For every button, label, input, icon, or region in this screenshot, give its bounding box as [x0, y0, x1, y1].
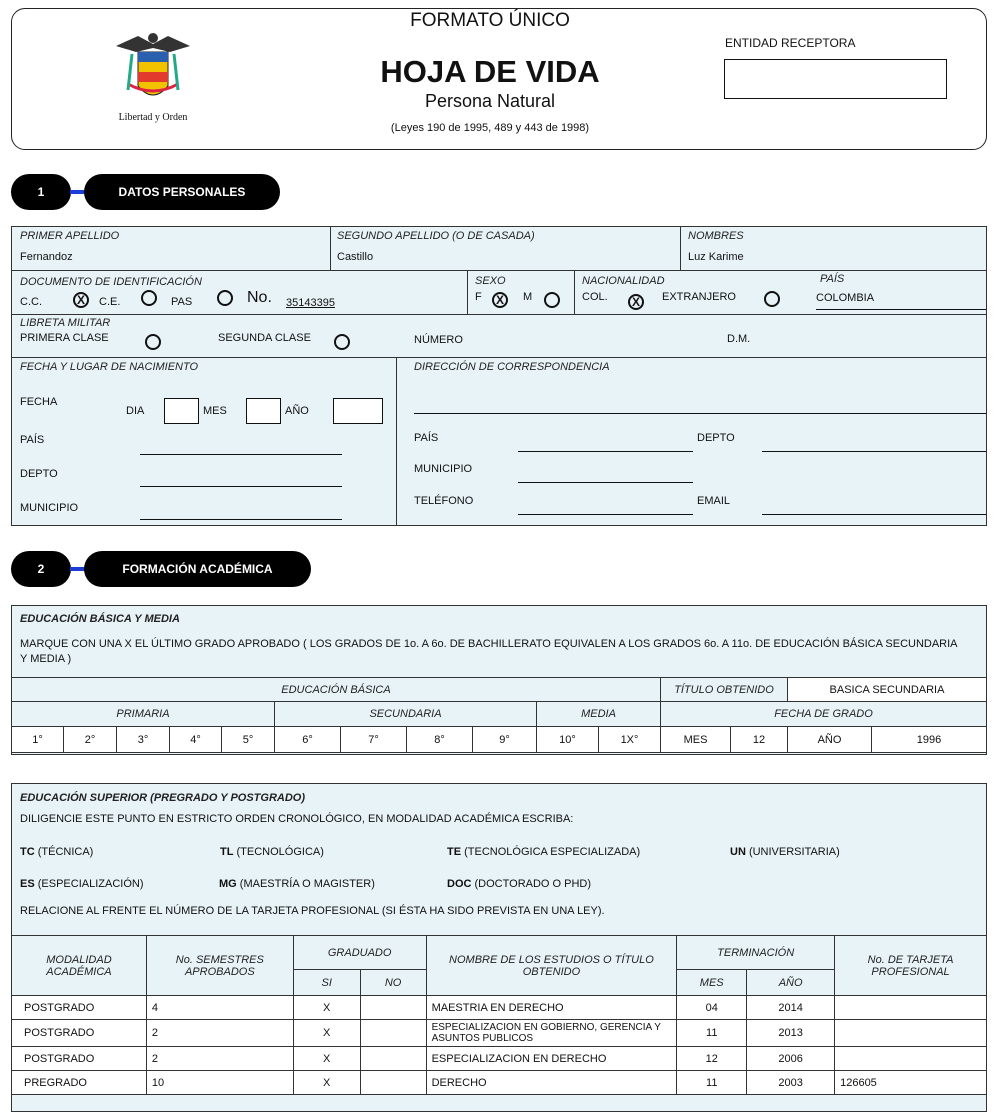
pas-radio[interactable] [217, 290, 233, 306]
direccion-label: DIRECCIÓN DE CORRESPONDENCIA [414, 361, 610, 373]
cell-nombre[interactable]: DERECHO [426, 1071, 677, 1095]
divider [574, 270, 575, 314]
divider [11, 314, 987, 315]
code-tc-desc: (TÉCNICA) [37, 846, 94, 858]
code-tl [220, 846, 324, 858]
grado-anio-label: AÑO [788, 727, 872, 753]
dm-label: D.M. [727, 333, 751, 345]
col-no: NO [360, 970, 426, 996]
receiving-entity-label: ENTIDAD RECEPTORA [725, 36, 856, 50]
cell-semestres[interactable]: 4 [146, 996, 293, 1020]
dir-depto-field[interactable] [762, 451, 986, 452]
table-row [12, 1020, 987, 1047]
pais-label: PAÍS [820, 273, 845, 285]
section-1-number-badge [11, 174, 71, 210]
motto-text: Libertad y Orden [118, 112, 188, 123]
grade-cell[interactable]: 7° [341, 727, 407, 753]
nac-pais-field[interactable] [140, 454, 342, 455]
grado-mes-label: MES [661, 727, 731, 753]
superior-instructions: DILIGENCIE ESTE PUNTO EN ESTRICTO ORDEN CRONOLÓGICO, EN MODALIDAD ACADÉMICA ESCRIBA: [20, 813, 574, 825]
grade-cell-marked[interactable]: 1X° [599, 727, 661, 753]
col-radio[interactable] [628, 294, 644, 310]
cell-no[interactable] [360, 996, 426, 1020]
no-label: No. [247, 289, 272, 306]
ce-label: C.E. [99, 296, 121, 308]
extranjero-label: EXTRANJERO [662, 291, 736, 303]
code-te-key: TE [447, 846, 462, 858]
cell-si[interactable]: X [293, 1071, 360, 1095]
cell-tarjeta[interactable] [835, 1020, 987, 1047]
cell-mes[interactable]: 12 [677, 1047, 747, 1071]
section-1-number: 1 [37, 185, 45, 199]
code-doc-desc: (DOCTORADO O PHD) [474, 878, 592, 890]
coat-of-arms-logo [108, 24, 198, 124]
code-un [730, 846, 840, 858]
sexo-m-radio[interactable] [544, 292, 560, 308]
segunda-clase-radio[interactable] [334, 334, 350, 350]
cell-no[interactable] [360, 1071, 426, 1095]
section-2-title: FORMACIÓN ACADÉMICA [122, 562, 273, 576]
section-2-number-badge [11, 551, 71, 587]
nac-depto-field[interactable] [140, 486, 342, 487]
divider [11, 270, 987, 271]
grades-row [12, 727, 987, 753]
dir-telefono-field[interactable] [518, 514, 693, 515]
segundo-apellido-value[interactable]: Castillo [337, 251, 374, 263]
grade-cell[interactable]: 10° [537, 727, 599, 753]
tarjeta-instructions: RELACIONE AL FRENTE EL NÚMERO DE LA TARJETA PROFESIONAL (SI ÉSTA HA SIDO PREVISTA EN UNA LEY). [20, 905, 605, 917]
segunda-clase-label: SEGUNDA CLASE [218, 332, 311, 344]
cc-radio[interactable] [73, 292, 89, 308]
section-2-number: 2 [37, 562, 45, 576]
dir-pais-field[interactable] [518, 451, 693, 452]
col-mark: X [631, 295, 640, 309]
code-un-key: UN [730, 846, 746, 858]
titulo-obtenido-label: TÍTULO OBTENIDO [661, 678, 788, 702]
grade-cell[interactable]: 9° [473, 727, 537, 753]
basica-instructions: MARQUE CON UNA X EL ÚLTIMO GRADO APROBADO ( LOS GRADOS DE 1o. A 6o. DE BACHILLERATO EQUIVALEN A LOS GRADOS 6o. A 11o. DE EDUCACIÓN BÁSICA SECUNDARIA Y MEDIA ) [20, 638, 957, 665]
nombres-label: NOMBRES [688, 230, 744, 242]
primer-apellido-value[interactable]: Fernandoz [20, 251, 73, 263]
nac-municipio-label: MUNICIPIO [20, 502, 79, 514]
code-te-desc: (TECNOLÓGICA ESPECIALIZADA) [464, 846, 641, 858]
basica-title: EDUCACIÓN BÁSICA Y MEDIA [20, 613, 180, 625]
format-title: FORMATO ÚNICO [410, 10, 570, 31]
nac-pais-label: PAÍS [20, 434, 45, 446]
laws-text: (Leyes 190 de 1995, 489 y 443 de 1998) [390, 122, 590, 134]
divider [396, 357, 397, 526]
media-header: MEDIA [537, 702, 661, 727]
divider [330, 226, 331, 270]
section-2-title-badge [84, 551, 311, 587]
code-mg-desc: (MAESTRÍA O MAGISTER) [239, 878, 375, 890]
col-anio: AÑO [747, 970, 835, 996]
titulo-obtenido-value[interactable]: BASICA SECUNDARIA [788, 678, 987, 702]
col-si: SI [293, 970, 360, 996]
grade-cell[interactable]: 5° [222, 727, 275, 753]
dia-label: DIA [126, 405, 145, 417]
dir-pais-label: PAÍS [414, 432, 439, 444]
table-row [12, 1047, 987, 1071]
sexo-f-radio[interactable] [492, 292, 508, 308]
basic-education-table [11, 677, 987, 753]
cell-si[interactable]: X [293, 1047, 360, 1071]
libreta-label: LIBRETA MILITAR [20, 317, 111, 329]
dir-telefono-label: TELÉFONO [414, 495, 474, 507]
col-nombre: NOMBRE DE LOS ESTUDIOS O TÍTULO OBTENIDO [426, 936, 677, 996]
cell-mes[interactable]: 04 [677, 996, 747, 1020]
superior-title: EDUCACIÓN SUPERIOR (PREGRADO Y POSTGRADO) [20, 792, 306, 804]
sexo-f-mark: X [495, 293, 504, 307]
code-es-key: ES [20, 878, 35, 890]
col-terminacion: TERMINACIÓN [677, 936, 835, 970]
mes-label: MES [203, 405, 227, 417]
grade-cell[interactable]: 3° [117, 727, 170, 753]
dir-email-label: EMAIL [697, 495, 731, 507]
fecha-label: FECHA [20, 396, 58, 408]
anio-field[interactable] [333, 398, 383, 424]
cell-anio[interactable]: 2003 [747, 1071, 835, 1095]
ce-radio[interactable] [141, 290, 157, 306]
cell-semestres[interactable]: 2 [146, 1047, 293, 1071]
cc-label: C.C. [20, 296, 42, 308]
cc-mark: X [76, 293, 85, 307]
nac-depto-label: DEPTO [20, 468, 58, 480]
col-semestres: No. SEMESTRES APROBADOS [146, 936, 293, 996]
table-row [12, 1071, 987, 1095]
educacion-basica-header: EDUCACIÓN BÁSICA [12, 678, 661, 702]
primer-apellido-label: PRIMER APELLIDO [20, 230, 120, 242]
divider [11, 357, 987, 358]
pais-underline [816, 309, 986, 310]
segundo-apellido-label: SEGUNDO APELLIDO (O DE CASADA) [337, 230, 535, 242]
col-modalidad: MODALIDAD ACADÉMICA [12, 936, 147, 996]
grade-cell[interactable]: 4° [170, 727, 222, 753]
code-mg-key: MG [219, 878, 237, 890]
grade-cell[interactable]: 6° [275, 727, 341, 753]
code-tc [20, 846, 93, 858]
personal-data-panel [11, 226, 987, 526]
dia-field[interactable] [164, 398, 199, 424]
cell-mes[interactable]: 11 [677, 1071, 747, 1095]
secundaria-header: SECUNDARIA [275, 702, 537, 727]
code-tc-key: TC [20, 846, 35, 858]
documento-label: DOCUMENTO DE IDENTIFICACIÓN [20, 276, 202, 288]
code-tl-key: TL [220, 846, 234, 858]
higher-education-table [11, 935, 987, 1095]
cell-semestres[interactable]: 2 [146, 1020, 293, 1047]
cell-modalidad[interactable]: POSTGRADO [12, 996, 147, 1020]
cell-anio[interactable]: 2014 [747, 996, 835, 1020]
primaria-header: PRIMARIA [12, 702, 275, 727]
dir-depto-label: DEPTO [697, 432, 735, 444]
pais-value[interactable]: COLOMBIA [816, 292, 875, 304]
code-doc [447, 878, 591, 890]
anio-label: AÑO [285, 405, 309, 417]
doc-number-value[interactable]: 35143395 [286, 297, 335, 309]
code-es-desc: (ESPECIALIZACIÓN) [37, 878, 144, 890]
nacionalidad-label: NACIONALIDAD [582, 275, 665, 287]
section-1-title: DATOS PERSONALES [118, 185, 246, 199]
pas-label: PAS [171, 296, 193, 308]
cell-no[interactable] [360, 1020, 426, 1047]
nac-municipio-field[interactable] [140, 519, 342, 520]
nombres-value[interactable]: Luz Karime [688, 251, 744, 263]
cell-nombre[interactable]: ESPECIALIZACION EN DERECHO [426, 1047, 677, 1071]
subtitle: Persona Natural [424, 91, 556, 111]
cell-mes[interactable]: 11 [677, 1020, 747, 1047]
cell-modalidad[interactable]: POSTGRADO [12, 1020, 147, 1047]
cell-nombre[interactable]: MAESTRIA EN DERECHO [426, 996, 677, 1020]
numero-label: NÚMERO [414, 334, 463, 346]
f-label: F [475, 291, 482, 303]
grade-cell[interactable]: 2° [64, 727, 117, 753]
cell-anio[interactable]: 2006 [747, 1047, 835, 1071]
mes-field[interactable] [246, 398, 281, 424]
cell-modalidad[interactable]: POSTGRADO [12, 1047, 147, 1071]
grade-cell[interactable]: 1° [12, 727, 64, 753]
cell-tarjeta[interactable] [835, 1047, 987, 1071]
cell-si[interactable]: X [293, 1020, 360, 1047]
code-tl-desc: (TECNOLÓGICA) [236, 846, 324, 858]
sexo-label: SEXO [475, 275, 506, 287]
code-mg [219, 878, 375, 890]
dir-municipio-label: MUNICIPIO [414, 463, 473, 475]
cell-si[interactable]: X [293, 996, 360, 1020]
cell-semestres[interactable]: 10 [146, 1071, 293, 1095]
col-tarjeta: No. DE TARJETA PROFESIONAL [835, 936, 987, 996]
nacimiento-label: FECHA Y LUGAR DE NACIMIENTO [20, 361, 199, 373]
col-graduado: GRADUADO [293, 936, 426, 970]
direccion-field[interactable] [414, 413, 986, 414]
primera-clase-radio[interactable] [145, 334, 161, 350]
cell-tarjeta[interactable] [835, 996, 987, 1020]
section-1-title-badge [84, 174, 280, 210]
code-un-desc: (UNIVERSITARIA) [748, 846, 840, 858]
grade-cell[interactable]: 8° [407, 727, 473, 753]
table-row [12, 996, 987, 1020]
cell-modalidad[interactable]: PREGRADO [12, 1071, 147, 1095]
dir-municipio-field[interactable] [518, 482, 693, 483]
cell-nombre[interactable]: ESPECIALIZACION EN GOBIERNO, GERENCIA Y ASUNTOS PUBLICOS [426, 1020, 677, 1047]
receiving-entity-field[interactable] [724, 59, 947, 99]
grado-anio-value[interactable]: 1996 [872, 727, 987, 753]
cell-no[interactable] [360, 1047, 426, 1071]
divider [680, 226, 681, 270]
extranjero-radio[interactable] [764, 291, 780, 307]
dir-email-field[interactable] [762, 514, 986, 515]
code-es [20, 878, 144, 890]
code-doc-key: DOC [447, 878, 472, 890]
cell-tarjeta[interactable]: 126605 [835, 1071, 987, 1095]
fecha-grado-header: FECHA DE GRADO [661, 702, 987, 727]
main-title: HOJA DE VIDA [380, 54, 600, 89]
col-label: COL. [582, 291, 608, 303]
grado-mes-value[interactable]: 12 [731, 727, 788, 753]
divider [467, 270, 468, 314]
code-te [447, 846, 640, 858]
m-label: M [523, 291, 533, 303]
cell-anio[interactable]: 2013 [747, 1020, 835, 1047]
primera-clase-label: PRIMERA CLASE [20, 332, 109, 344]
col-mes: MES [677, 970, 747, 996]
